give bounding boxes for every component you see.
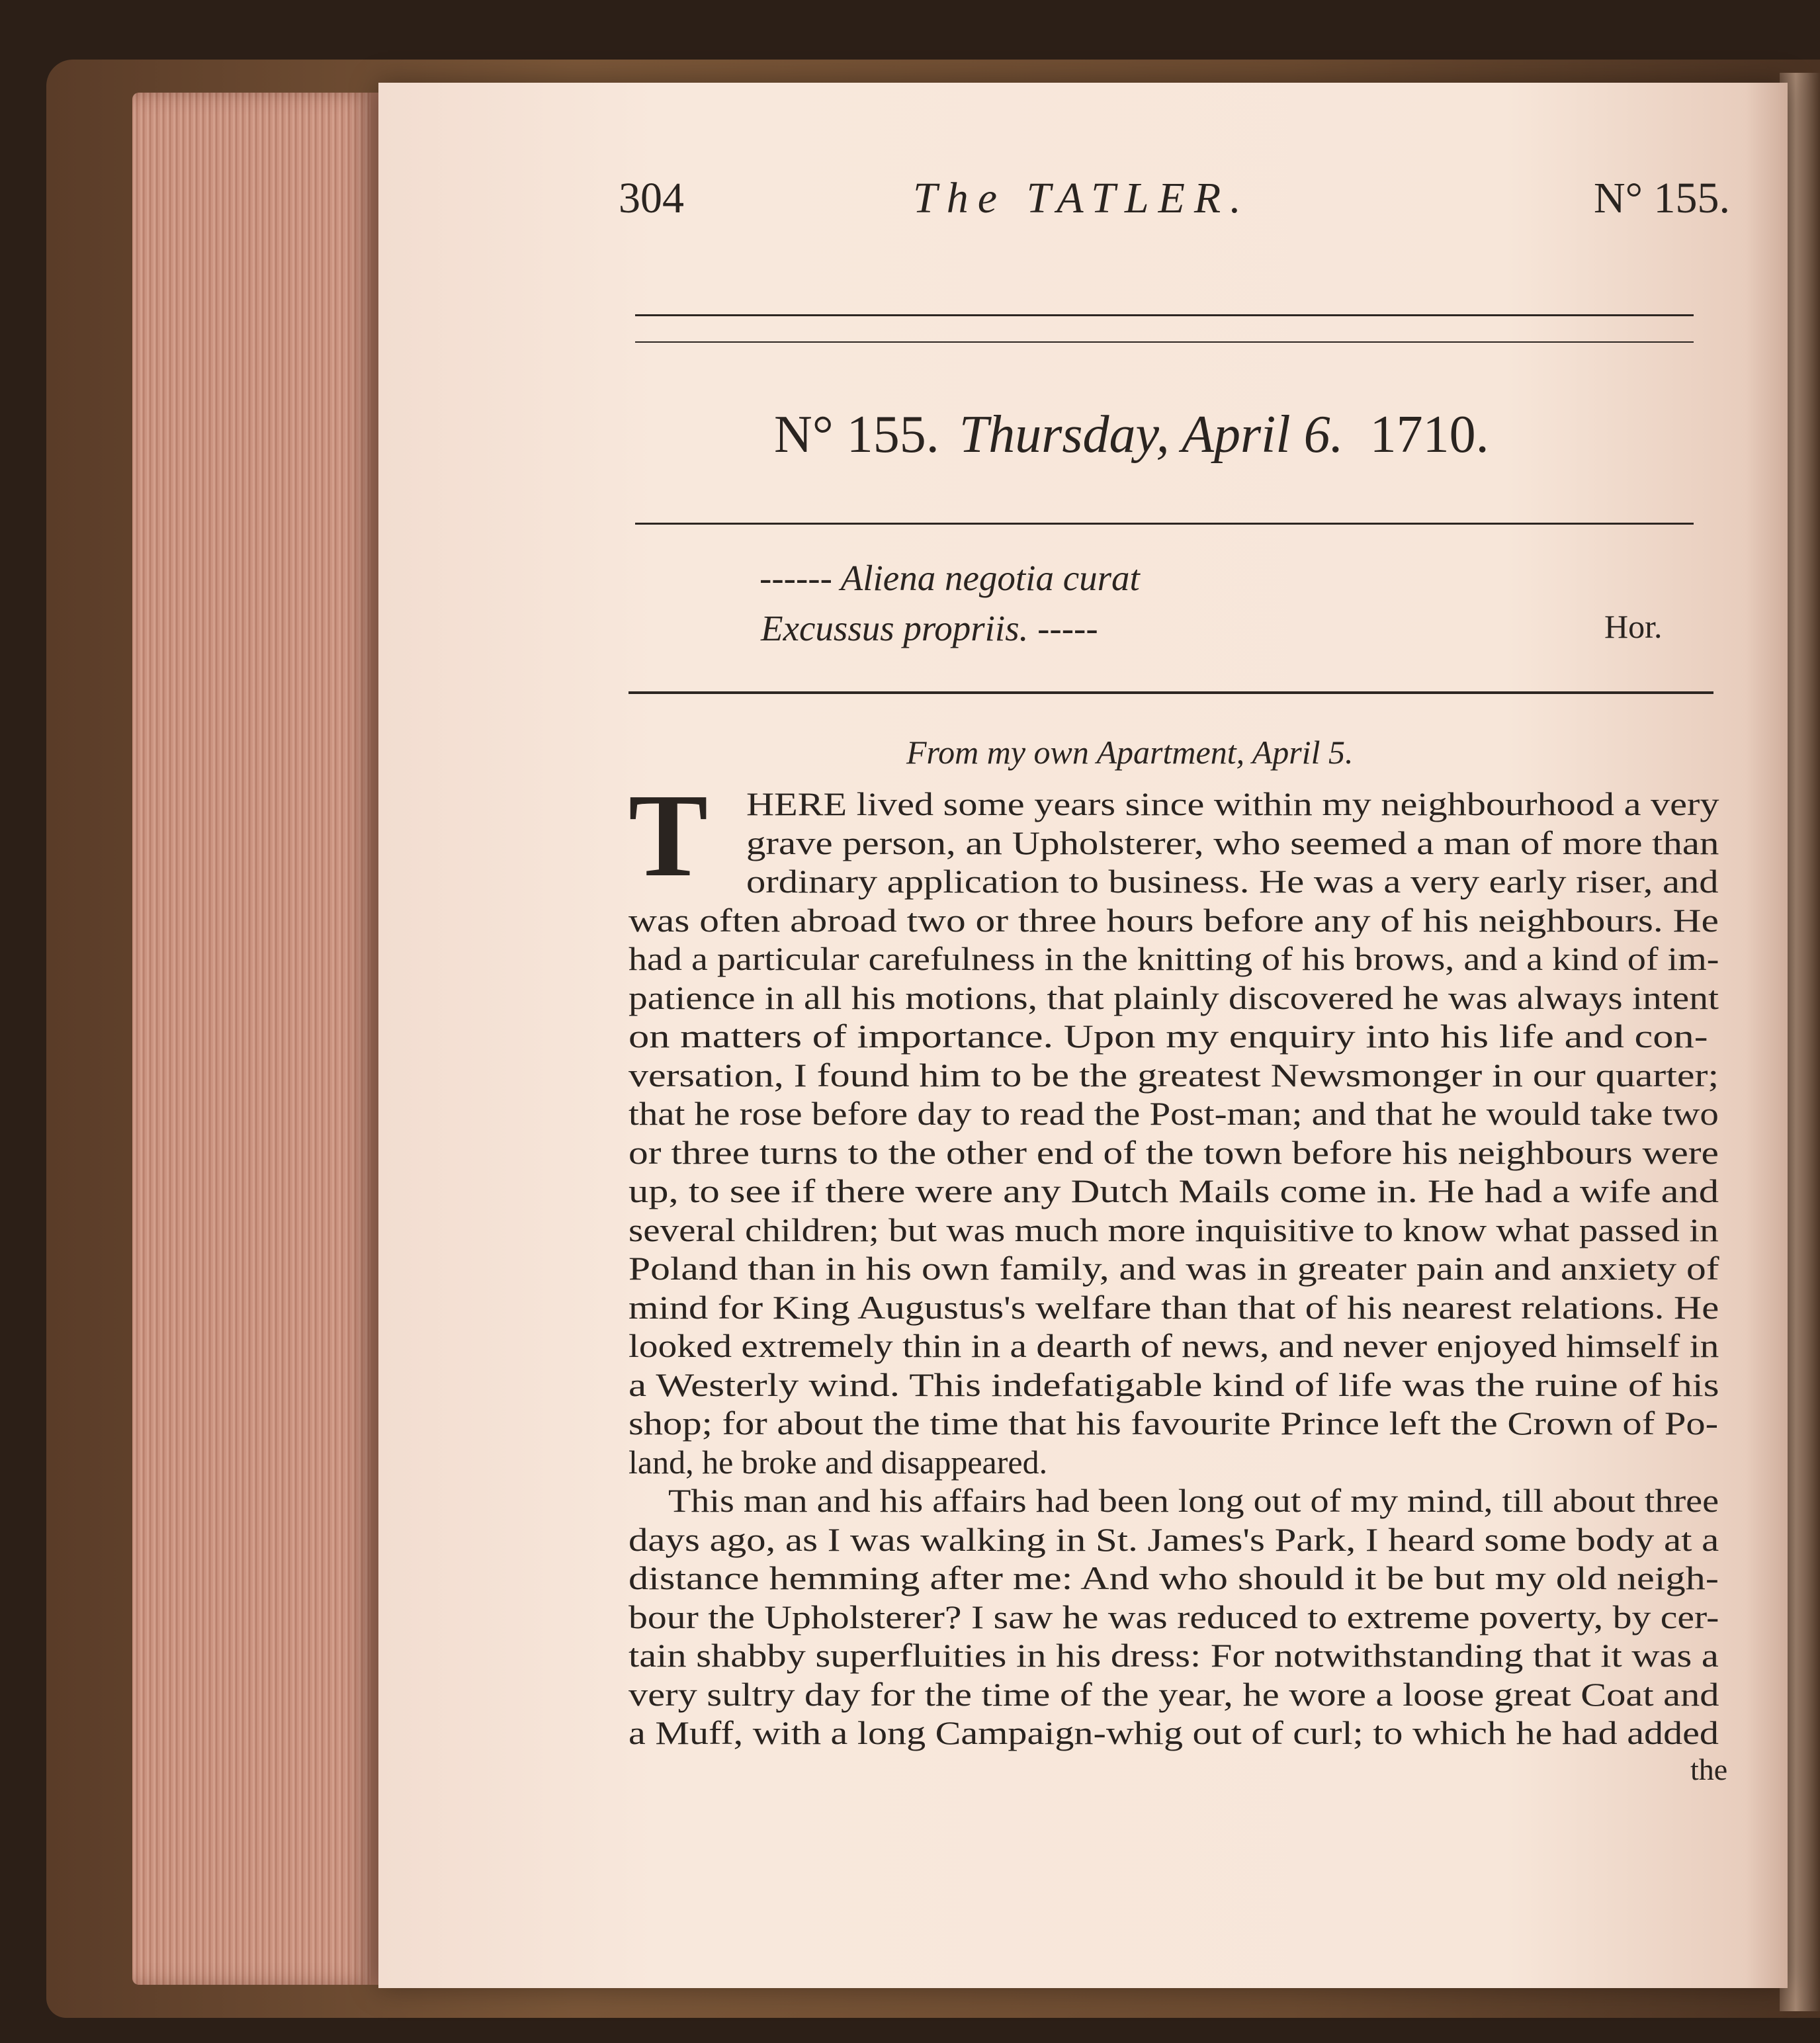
body-line: bour the Upholsterer? I saw he was reduced to extreme poverty, by cer- — [628, 1598, 1719, 1635]
body-line: or three turns to the other end of the town before his neighbours were — [628, 1134, 1719, 1171]
body-line: HERE lived some years since within my neighbourhood a very — [746, 785, 1719, 822]
body-line: had a particular carefulness in the knitting of his brows, and a kind of im- — [628, 940, 1719, 977]
body-line: very sultry day for the time of the year, he wore a loose great Coat and — [628, 1676, 1719, 1713]
issue-year: 1710. — [1369, 406, 1489, 464]
body-line: land, he broke and disappeared. — [628, 1444, 1048, 1481]
body-line: that he rose before day to read the Post-man; and that he would take two — [628, 1095, 1719, 1132]
body-line: shop; for about the time that his favourite Prince left the Crown of Po- — [628, 1405, 1719, 1442]
body-line: a Westerly wind. This indefatigable kind of life was the ruine of his — [628, 1366, 1719, 1403]
page-number: 304 — [619, 174, 684, 222]
drop-cap: T — [628, 769, 709, 901]
running-head — [619, 173, 1730, 233]
body-line: ordinary application to business. He was a very early riser, and — [746, 863, 1719, 900]
body-line: days ago, as I was walking in St. James's Park, I heard some body at a — [628, 1521, 1719, 1558]
running-head-issue: N° 155. — [1593, 174, 1730, 222]
issue-header — [774, 405, 1489, 465]
motto-source: Hor. — [1604, 608, 1663, 645]
body-line: was often abroad two or three hours before any of his neighbours. He — [628, 902, 1719, 939]
motto-line-1: ------ Aliena negotia curat — [759, 558, 1140, 598]
header-rule-top — [635, 314, 1694, 316]
body-line: up, to see if there were any Dutch Mails come in. He had a wife and — [628, 1172, 1719, 1209]
body-line: tain shabby superfluities in his dress: For notwithstanding that it was a — [628, 1637, 1719, 1674]
dateline: From my own Apartment, April 5. — [906, 734, 1354, 771]
issue-rule — [635, 523, 1694, 525]
catchword: the — [1690, 1753, 1728, 1786]
motto-rule — [628, 691, 1713, 694]
body-line: Poland than in his own family, and was in greater pain and anxiety of — [628, 1250, 1719, 1287]
page-block-edge — [132, 93, 377, 1985]
issue-number: N° 155. — [774, 406, 939, 464]
body-line: mind for King Augustus's welfare than that of his nearest relations. He — [628, 1289, 1719, 1326]
body-line: patience in all his motions, that plainly discovered he was always intent — [628, 979, 1719, 1016]
body-line: distance hemming after me: And who should it be but my old neigh- — [628, 1559, 1719, 1596]
body-line: versation, I found him to be the greatest Newsmonger in our quarter; — [628, 1057, 1719, 1094]
body-line: This man and his affairs had been long out of my mind, till about three — [668, 1482, 1719, 1519]
body-line: grave person, an Upholsterer, who seemed a man of more than — [746, 824, 1719, 861]
header-rule-thin — [635, 341, 1694, 343]
body-line: on matters of importance. Upon my enquiry into his life and con- — [628, 1018, 1708, 1055]
body-line: a Muff, with a long Campaign-whig out of curl; to which he had added — [628, 1714, 1719, 1751]
issue-date: Thursday, April 6. — [959, 406, 1344, 464]
motto-line-2: Excussus propriis. ----- — [761, 608, 1098, 648]
body-line: several children; but was much more inquisitive to know what passed in — [628, 1211, 1719, 1248]
body-line: looked extremely thin in a dearth of news, and never enjoyed himself in — [628, 1327, 1719, 1364]
running-head-title: The TATLER. — [913, 174, 1250, 222]
